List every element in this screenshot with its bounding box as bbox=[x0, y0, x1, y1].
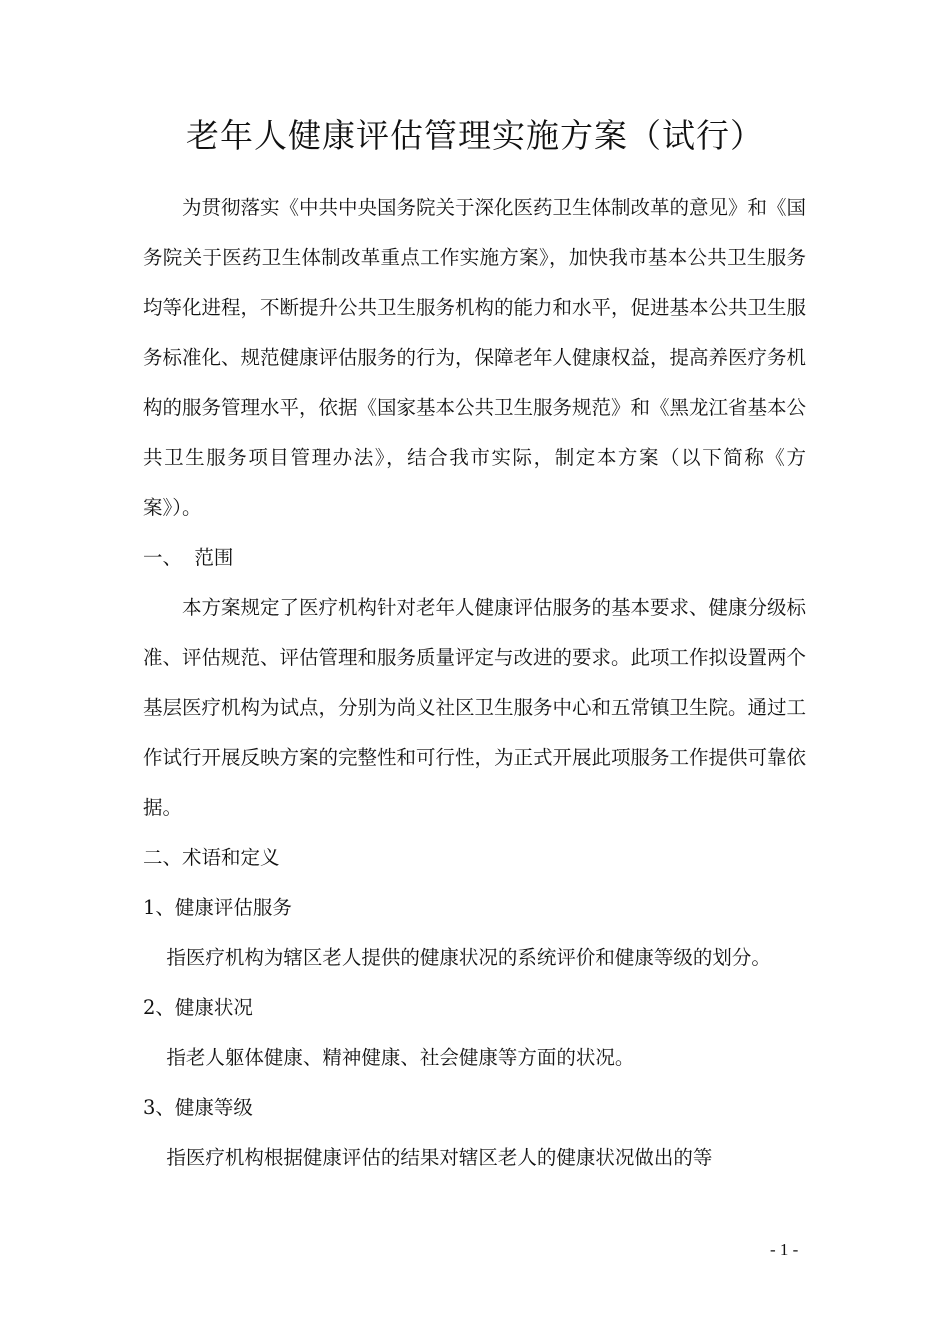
term-definition-health-status: 指老人躯体健康、精神健康、社会健康等方面的状况。 bbox=[166, 1046, 635, 1069]
document-title: 老年人健康评估管理实施方案（试行） bbox=[186, 116, 764, 155]
page-number: - 1 - bbox=[770, 1240, 799, 1259]
document-body bbox=[143, 183, 806, 1183]
scope-paragraph: 本方案规定了医疗机构针对老年人健康评估服务的基本要求、健康分级标准、评估规范、评估管理和服务质量评定与改进的要求。此项工作拟设置两个基层医疗机构为试点，分别为尚义社区卫生服务中心和五常镇卫生院。通过工作试行开展反映方案的完整性和可行性，为正式开展此项服务工作提供可靠依据。 bbox=[143, 596, 807, 819]
term-definition-assessment-service: 指医疗机构为辖区老人提供的健康状况的系统评价和健康等级的划分。 bbox=[166, 946, 771, 969]
term-heading-health-status: 2、健康状况 bbox=[143, 996, 253, 1019]
term-heading-assessment-service: 1、健康评估服务 bbox=[143, 896, 292, 919]
intro-paragraph: 为贯彻落实《中共中央国务院关于深化医药卫生体制改革的意见》和《国务院关于医药卫生体制改革重点工作实施方案》，加快我市基本公共卫生服务均等化进程，不断提升公共卫生服务机构的能力和水平，促进基本公共卫生服务标准化、规范健康评估服务的行为，保障老年人健康权益，提高养医疗务机构的服务管理水平，依据《国家基本公共卫生服务规范》和《黑龙江省基本公共卫生服务项目管理办法》，结合我市实际，制定本方案（以下简称《方案》）。 bbox=[143, 196, 807, 519]
term-definition-health-grade: 指医疗机构根据健康评估的结果对辖区老人的健康状况做出的等 bbox=[166, 1146, 713, 1169]
section-heading-scope: 一、 范围 bbox=[143, 546, 234, 569]
term-heading-health-grade: 3、健康等级 bbox=[143, 1096, 253, 1119]
section-heading-terms: 二、术语和定义 bbox=[143, 846, 280, 869]
